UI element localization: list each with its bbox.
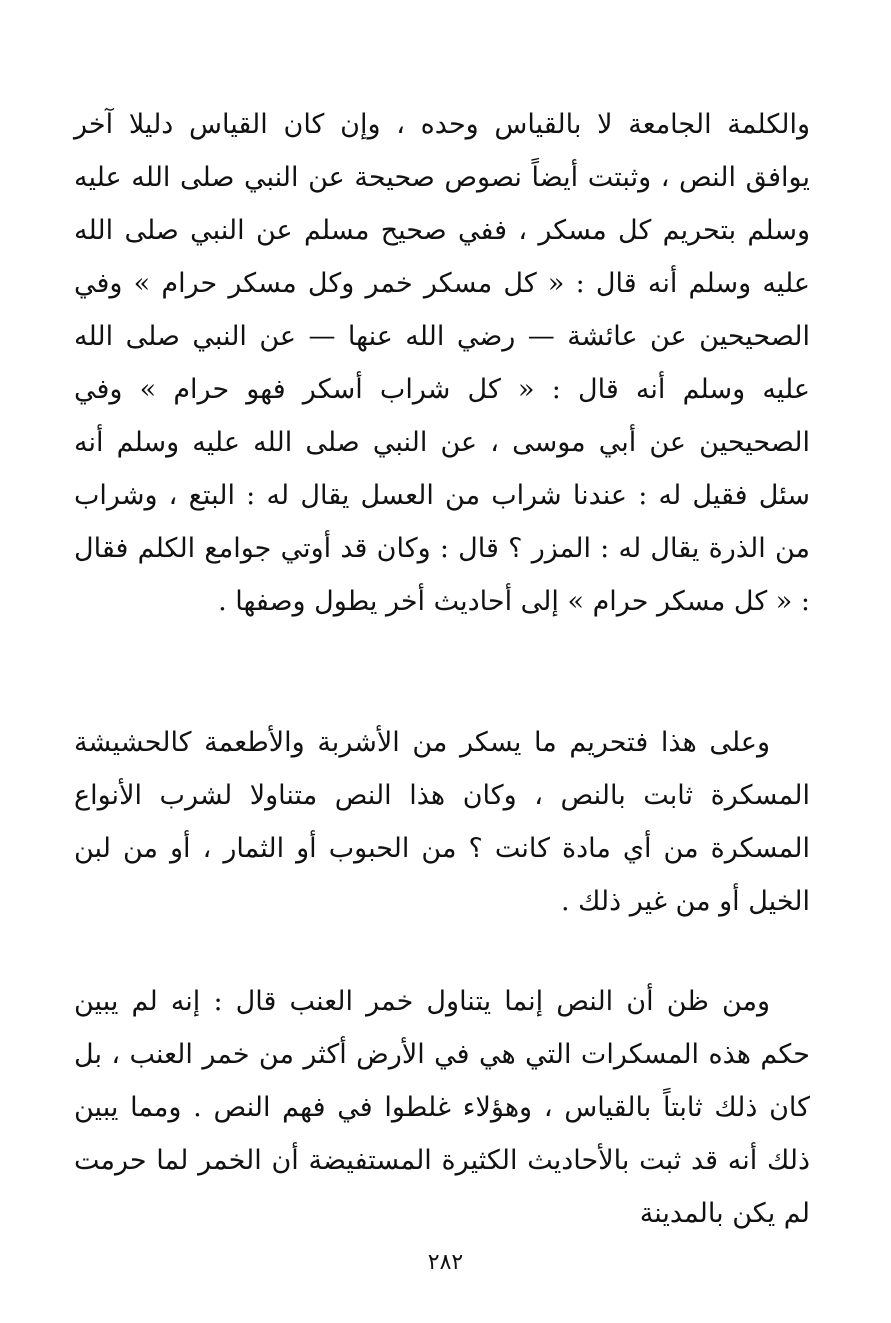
paragraph-2: وعلى هذا فتحريم ما يسكر من الأشربة والأطعمة كالحشيشة المسكرة ثابت بالنص ، وكان هذا النص متناولا لشرب الأنواع المسكرة من أي مادة كانت ؟ من الحبوب أو الثمار ، أو من لبن الخيل أو من غير ذلك . [74,727,810,917]
paragraph-3: ومن ظن أن النص إنما يتناول خمر العنب قال : إنه لم يبين حكم هذه المسكرات التي هي في الأرض أكثر من خمر العنب ، بل كان ذلك ثابتاً بالقياس ، وهؤلاء غلطوا في فهم النص . ومما يبين ذلك أنه قد ثبت بالأحاديث الكثيرة المستفيضة أن الخمر لما حرمت لم يكن بالمدينة [74,986,810,1229]
paragraph-1: والكلمة الجامعة لا بالقياس وحده ، وإن كان القياس دليلا آخر يوافق النص ، وثبتت أيضاً نصوص صحيحة عن النبي صلى الله عليه وسلم بتحريم كل مسكر ، ففي صحيح مسلم عن النبي صلى الله عليه وسلم أنه قال : « كل مسكر خمر وكل مسكر حرام » وفي الصحيحين عن عائشة — رضي الله عنها — عن النبي صلى الله عليه وسلم أنه قال : « كل شراب أسكر فهو حرام » وفي الصحيحين عن أبي موسى ، عن النبي صلى الله عليه وسلم أنه سئل فقيل له : عندنا شراب من العسل يقال له : البتع ، وشراب من الذرة يقال له : المزر ؟ قال : وكان قد أوتي جوامع الكلم فقال : « كل مسكر حرام » إلى أحاديث أخر يطول وصفها . [74,109,811,617]
page-number: ٢٨٢ [427,1250,464,1275]
